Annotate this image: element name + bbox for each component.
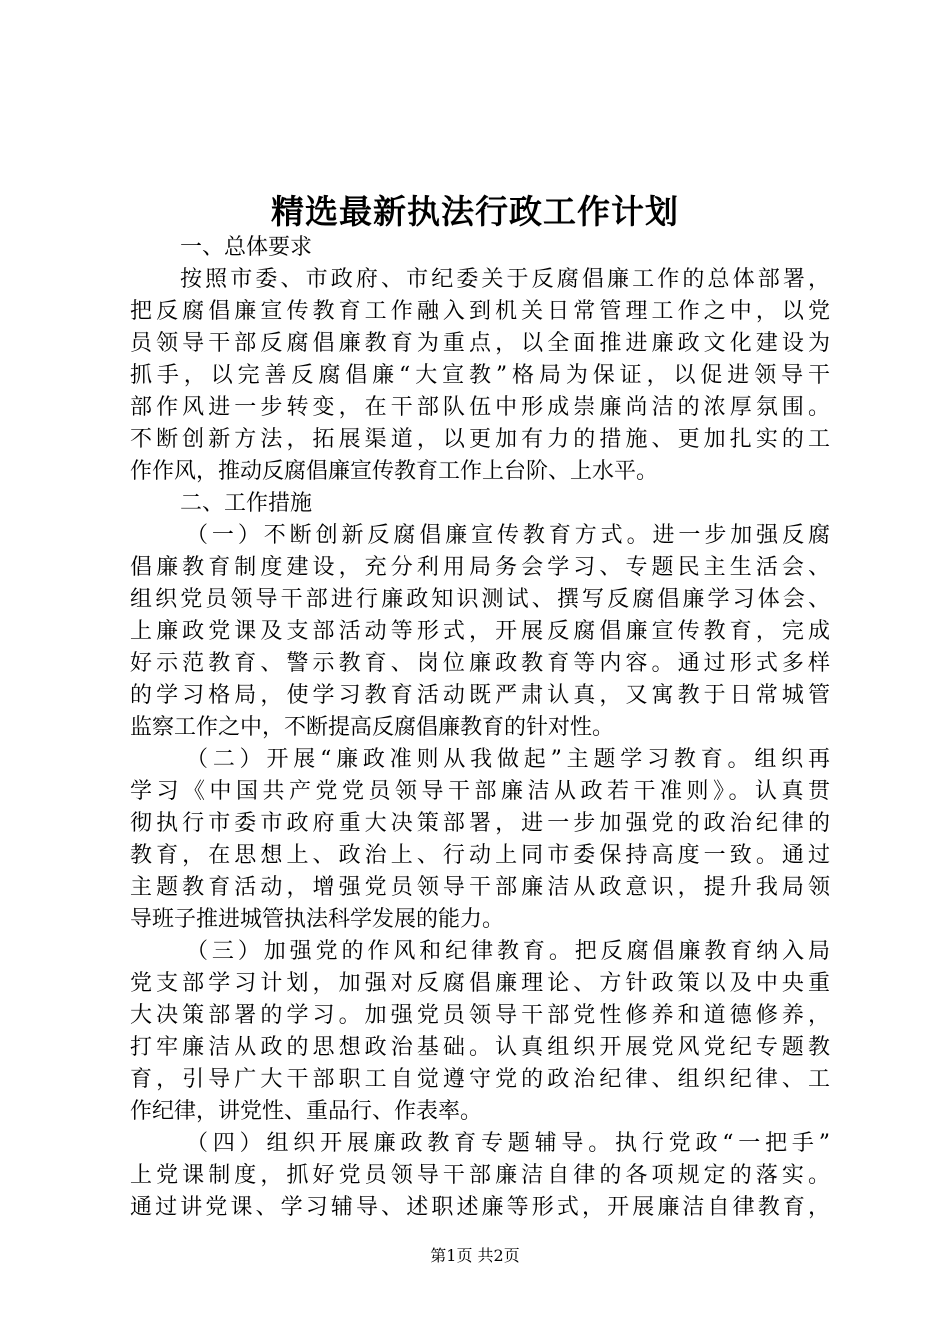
heading-general-requirements: 一、总体要求	[180, 235, 313, 260]
paragraph-line: 上党课制度，抓好党员领导干部廉洁自律的各项规定的落实。	[130, 1163, 830, 1188]
paragraph-line: 主题教育活动，增强党员领导干部廉洁从政意识，提升我局领	[130, 875, 830, 900]
paragraph-line: 通过讲党课、学习辅导、述职述廉等形式，开展廉洁自律教育，	[130, 1195, 830, 1220]
paragraph-line: 作纪律，讲党性、重品行、作表率。	[130, 1099, 483, 1124]
paragraph-line: 倡廉教育制度建设，充分利用局务会学习、专题民主生活会、	[130, 555, 830, 580]
paragraph-line: 打牢廉洁从政的思想政治基础。认真组织开展党风党纪专题教	[130, 1035, 830, 1060]
paragraph-line: 作作风，推动反腐倡廉宣传教育工作上台阶、上水平。	[130, 459, 659, 484]
paragraph-line: 不断创新方法，拓展渠道，以更加有力的措施、更加扎实的工	[130, 427, 830, 452]
paragraph-line: 的学习格局，使学习教育活动既严肃认真，又寓教于日常城管	[130, 683, 830, 708]
document-title: 精选最新执法行政工作计划	[271, 192, 679, 231]
paragraph-line: 教育，在思想上、政治上、行动上同市委保持高度一致。通过	[130, 843, 830, 868]
paragraph-line: 按照市委、市政府、市纪委关于反腐倡廉工作的总体部署，	[180, 267, 830, 292]
heading-work-measures: 二、工作措施	[180, 491, 313, 516]
paragraph-line: 把反腐倡廉宣传教育工作融入到机关日常管理工作之中，以党	[130, 299, 830, 324]
paragraph-line: 导班子推进城管执法科学发展的能力。	[130, 907, 505, 932]
paragraph-line: 上廉政党课及支部活动等形式，开展反腐倡廉宣传教育，完成	[130, 619, 830, 644]
paragraph-line: 部作风进一步转变，在干部队伍中形成崇廉尚洁的浓厚氛围。	[130, 395, 830, 420]
page-footer: 第1页 共2页	[430, 1246, 520, 1265]
paragraph-line: 员领导干部反腐倡廉教育为重点，以全面推进廉政文化建设为	[130, 331, 830, 356]
paragraph-line: 育，引导广大干部职工自觉遵守党的政治纪律、组织纪律、工	[130, 1067, 830, 1092]
paragraph-line: 监察工作之中，不断提高反腐倡廉教育的针对性。	[130, 715, 615, 740]
paragraph-line: （三）加强党的作风和纪律教育。把反腐倡廉教育纳入局	[186, 939, 830, 964]
paragraph-line: （四）组织开展廉政教育专题辅导。执行党政“一把手”	[186, 1131, 830, 1156]
paragraph-line: 抓手，以完善反腐倡廉“大宣教”格局为保证，以促进领导干	[130, 363, 830, 388]
paragraph-line: 党支部学习计划，加强对反腐倡廉理论、方针政策以及中央重	[130, 971, 830, 996]
document-body	[130, 232, 830, 1224]
paragraph-line: 好示范教育、警示教育、岗位廉政教育等内容。通过形式多样	[130, 651, 830, 676]
paragraph-line: 学习《中国共产党党员领导干部廉洁从政若干准则》。认真贯	[130, 779, 830, 804]
paragraph-line: 彻执行市委市政府重大决策部署，进一步加强党的政治纪律的	[130, 811, 830, 836]
paragraph-line: 大决策部署的学习。加强党员领导干部党性修养和道德修养，	[130, 1003, 830, 1028]
paragraph-line: （二）开展“廉政准则从我做起”主题学习教育。组织再	[186, 747, 830, 772]
paragraph-line: 组织党员领导干部进行廉政知识测试、撰写反腐倡廉学习体会、	[130, 587, 830, 612]
paragraph-line: （一）不断创新反腐倡廉宣传教育方式。进一步加强反腐	[186, 523, 830, 548]
